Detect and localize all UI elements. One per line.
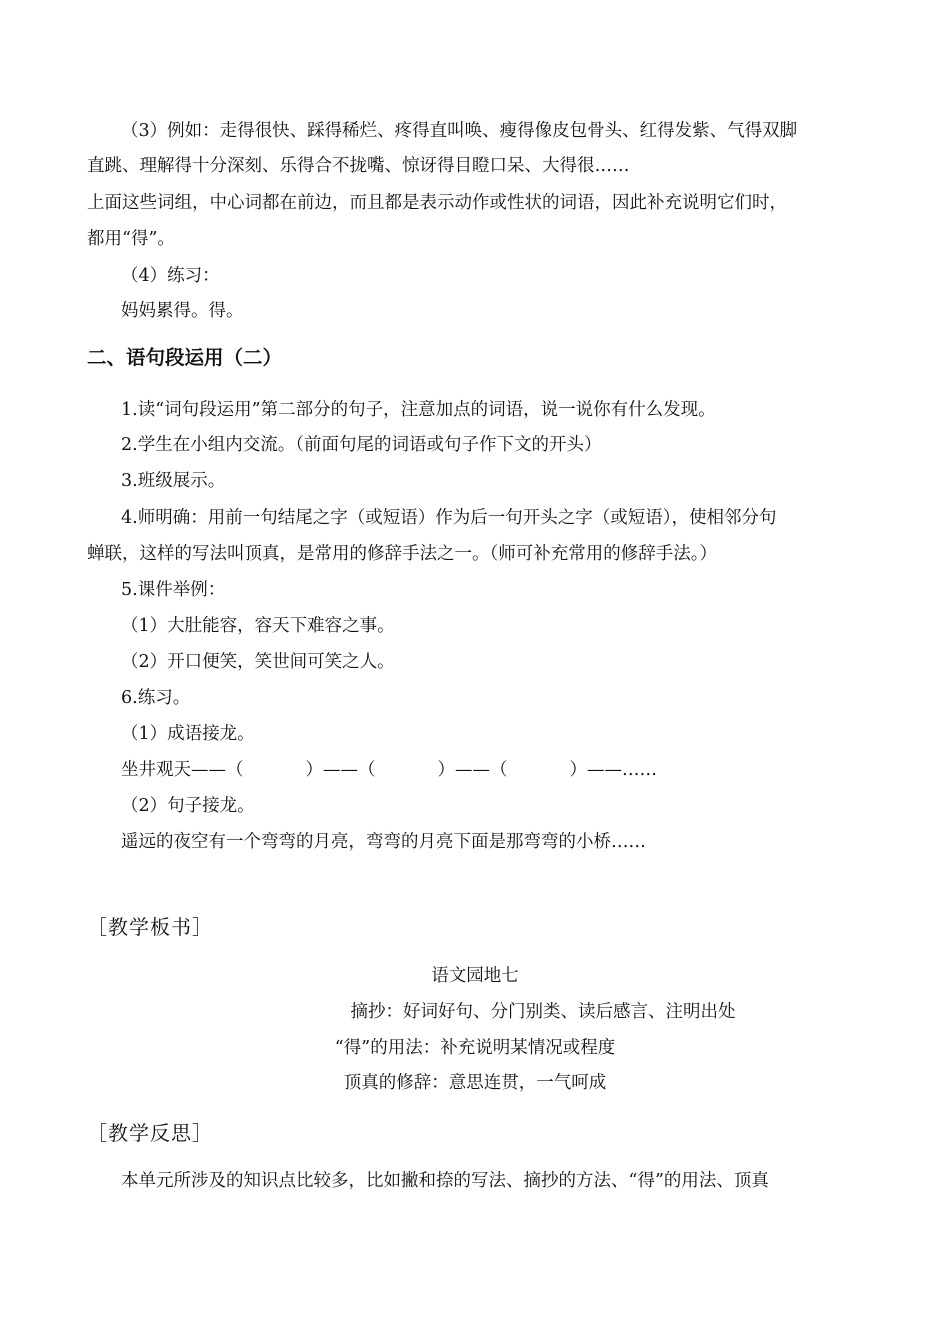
- section2-heading: 二、语句段运用（二）: [87, 346, 283, 369]
- board-title: 语文园地七: [431, 966, 519, 986]
- item5: 5.课件举例：: [121, 580, 226, 600]
- reflection-heading: ［教学反思］: [87, 1121, 213, 1145]
- chain-mid-2: ）——（: [437, 760, 508, 780]
- example1: （1）大肚能容，容天下难容之事。: [121, 616, 395, 636]
- board-line2: “得”的用法：补充说明某情况或程度: [334, 1038, 616, 1058]
- item6: 6.练习。: [121, 688, 191, 708]
- chain-start: 坐井观天——（: [121, 760, 244, 780]
- summary-line2: 都用“得”。: [87, 229, 175, 249]
- board-line1: 摘抄：好词好句、分门别类、读后感言、注明出处: [350, 1002, 736, 1022]
- item4-line2: 蝉联，这样的写法叫顶真，是常用的修辞手法之一。（师可补充常用的修辞手法。）: [87, 544, 717, 564]
- p4-label: （4）练习：: [121, 266, 220, 286]
- example2: （2）开口便笑，笑世间可笑之人。: [121, 652, 395, 672]
- reflection-text: 本单元所涉及的知识点比较多，比如撇和捺的写法、摘抄的方法、“得”的用法、顶真: [121, 1171, 769, 1191]
- chain-mid-1: ）——（: [305, 760, 376, 780]
- item1: 1.读“词句段运用”第二部分的句子，注意加点的词语，说一说你有什么发现。: [121, 400, 716, 420]
- board-heading: ［教学板书］: [87, 915, 213, 939]
- item4-line1: 4.师明确：用前一句结尾之字（或短语）作为后一句开头之字（或短语），使相邻分句: [121, 508, 777, 528]
- p3-line1: （3）例如：走得很快、踩得稀烂、疼得直叫唤、瘦得像皮包骨头、红得发紫、气得双脚: [121, 121, 798, 141]
- p3-line2: 直跳、理解得十分深刻、乐得合不拢嘴、惊讶得目瞪口呆、大得很……: [87, 156, 630, 176]
- item3: 3.班级展示。: [121, 471, 226, 491]
- practice2-label: （2）句子接龙。: [121, 796, 255, 816]
- summary-line1: 上面这些词组，中心词都在前边，而且都是表示动作或性状的词语，因此补充说明它们时，: [87, 193, 787, 213]
- item2: 2.学生在小组内交流。（前面句尾的词语或句子作下文的开头）: [121, 435, 602, 455]
- board-line3: 顶真的修辞：意思连贯，一气呵成: [343, 1073, 607, 1093]
- practice2-text: 遥远的夜空有一个弯弯的月亮，弯弯的月亮下面是那弯弯的小桥……: [121, 832, 646, 852]
- p4-text: 妈妈累得。得。: [121, 301, 244, 321]
- chain-end: ）——……: [569, 760, 657, 780]
- idiom-chain: [121, 758, 657, 782]
- practice1-label: （1）成语接龙。: [121, 724, 255, 744]
